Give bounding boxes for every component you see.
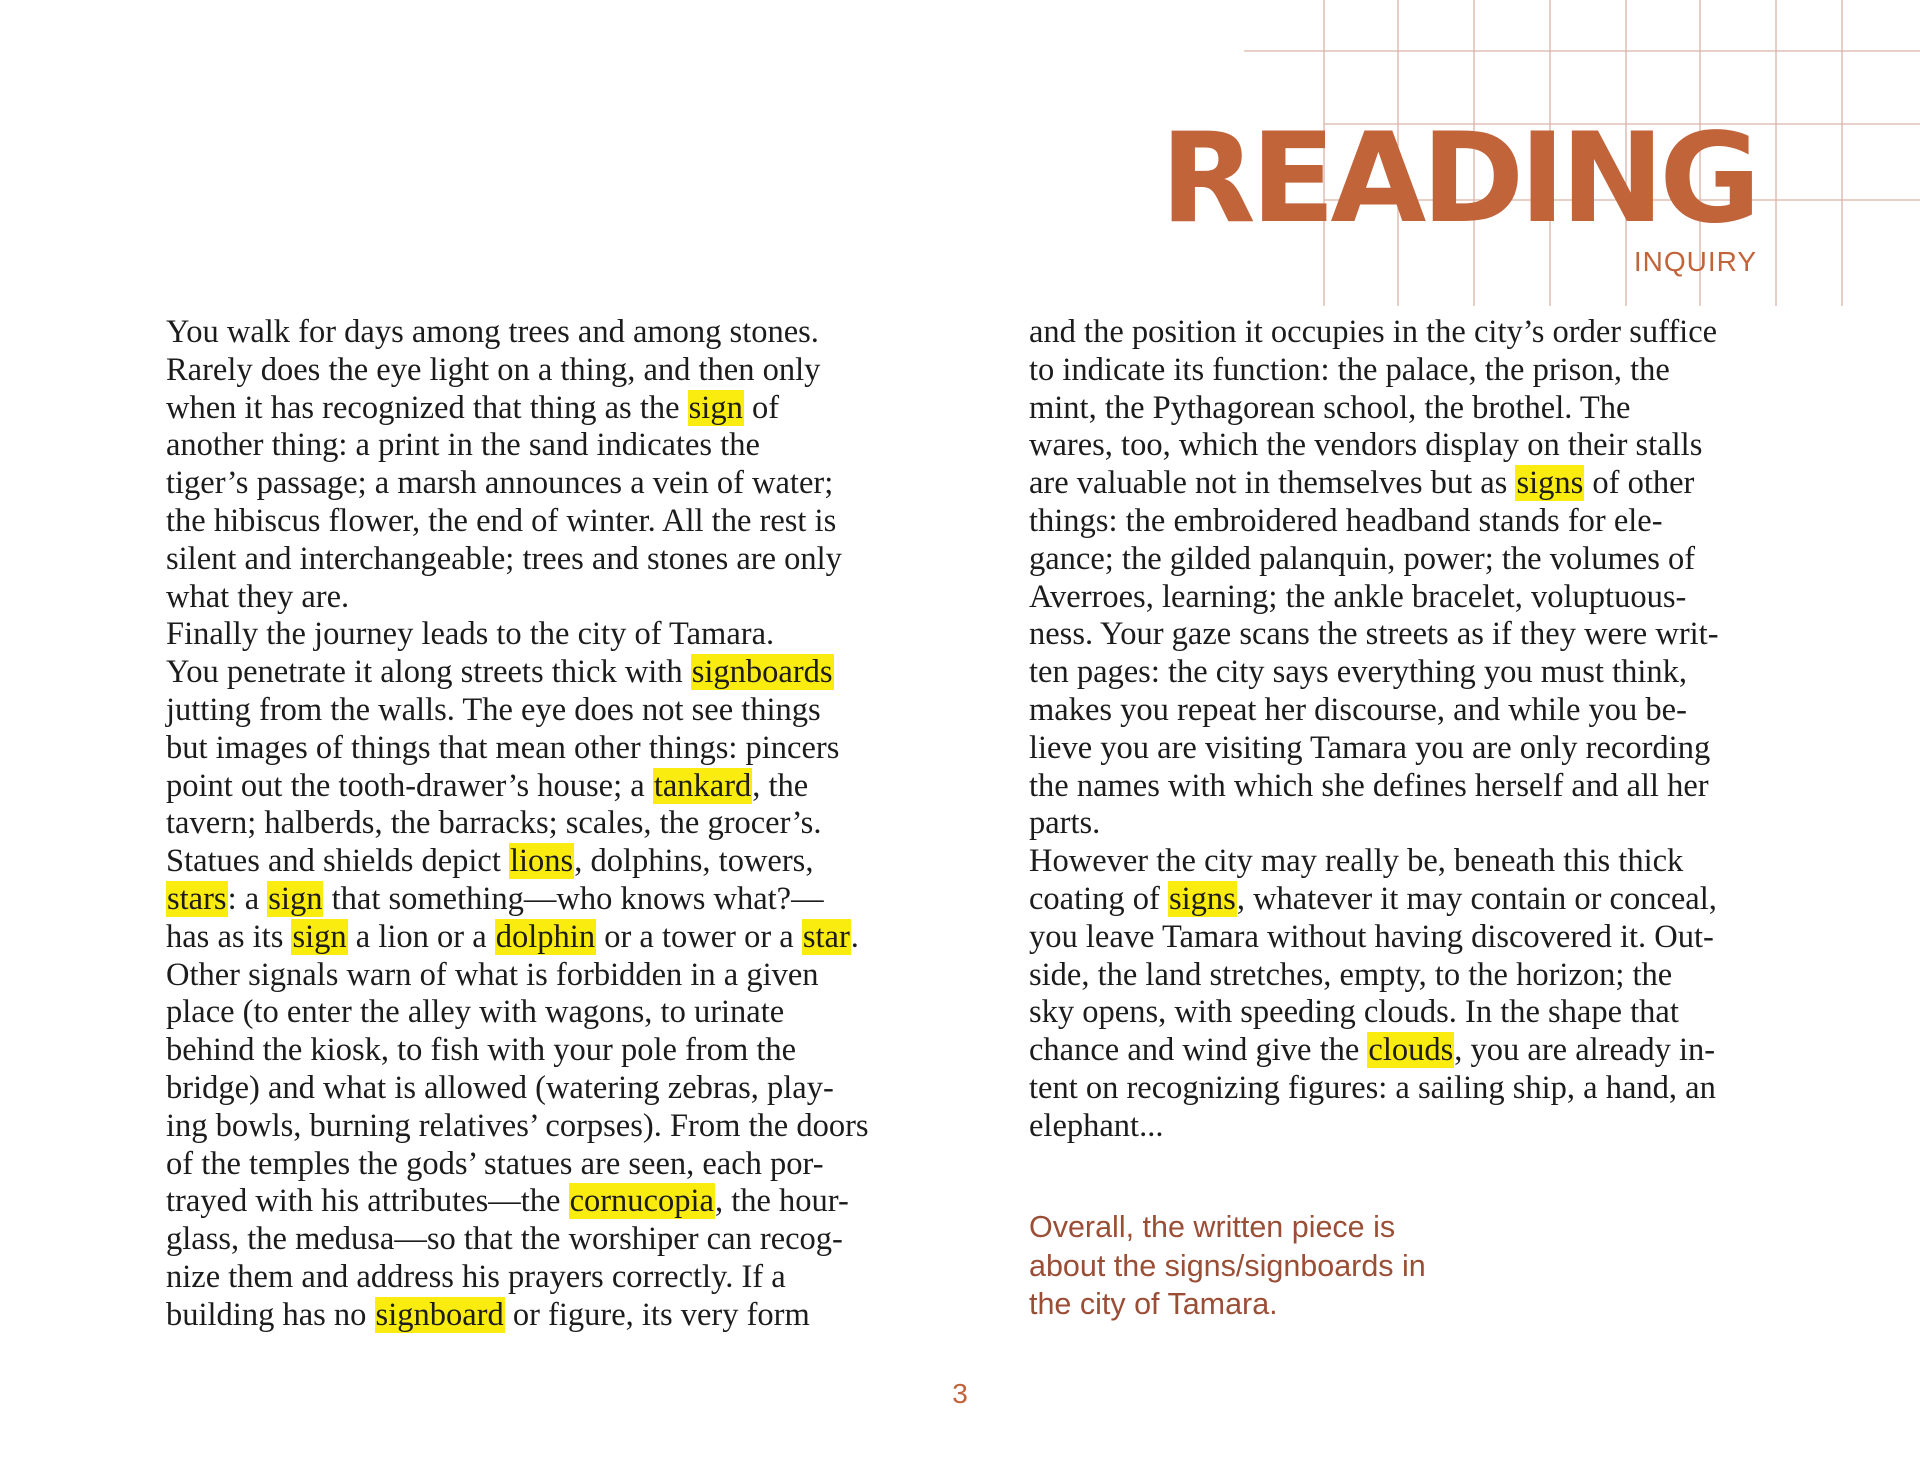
text-segment: but images of things that mean other things: pincers xyxy=(166,729,840,766)
text-segment: lieve you are visiting Tamara you are only recording xyxy=(1029,729,1711,766)
text-segment: elephant... xyxy=(1029,1107,1164,1144)
right-text-column xyxy=(1029,314,1719,1146)
text-segment: of xyxy=(743,389,780,426)
text-segment: things: the embroidered headband stands for ele- xyxy=(1029,502,1663,539)
highlighted-term: sign xyxy=(688,389,743,426)
text-segment: you leave Tamara without having discovered it. Out- xyxy=(1029,918,1714,955)
text-segment: parts. xyxy=(1029,805,1101,842)
text-segment: makes you repeat her discourse, and while you be- xyxy=(1029,691,1687,728)
text-line xyxy=(166,1146,869,1184)
text-line xyxy=(166,843,869,881)
text-line xyxy=(166,1070,869,1108)
text-segment: point out the tooth-drawer’s house; a xyxy=(166,767,653,804)
text-segment: , the xyxy=(752,767,809,804)
text-segment: : a xyxy=(227,880,268,917)
highlighted-term: lions xyxy=(510,843,574,880)
text-segment: tent on recognizing figures: a sailing ship, a hand, an xyxy=(1029,1069,1716,1106)
highlighted-term: star xyxy=(802,918,850,955)
highlighted-term: signs xyxy=(1516,465,1584,502)
text-line xyxy=(1029,1108,1719,1146)
text-line xyxy=(1029,919,1719,957)
text-segment: Finally the journey leads to the city of Tamara. xyxy=(166,616,775,653)
text-line xyxy=(166,692,869,730)
text-line xyxy=(1029,768,1719,806)
text-segment: what they are. xyxy=(166,578,350,615)
text-line xyxy=(1029,503,1719,541)
highlighted-term: stars xyxy=(167,880,227,917)
text-line xyxy=(1029,579,1719,617)
summary-line: the city of Tamara. xyxy=(1029,1287,1278,1321)
text-line xyxy=(1029,541,1719,579)
text-line xyxy=(1029,314,1719,352)
highlighted-term: signboards xyxy=(691,654,833,691)
text-line xyxy=(166,1032,869,1070)
text-segment: Averroes, learning; the ankle bracelet, voluptuous- xyxy=(1029,578,1687,615)
text-segment: jutting from the walls. The eye does not see things xyxy=(166,691,821,728)
text-segment: or figure, its very form xyxy=(504,1296,810,1333)
text-line xyxy=(166,314,869,352)
text-segment: , whatever it may contain or conceal, xyxy=(1236,880,1717,917)
text-segment: ing bowls, burning relatives’ corpses). From the doors xyxy=(166,1107,869,1144)
text-line xyxy=(1029,465,1719,503)
text-line xyxy=(1029,957,1719,995)
summary-line: about the signs/signboards in xyxy=(1029,1248,1426,1283)
text-segment: . xyxy=(850,918,859,955)
text-segment: mint, the Pythagorean school, the brothel. The xyxy=(1029,389,1631,426)
text-segment: wares, too, which the vendors display on their stalls xyxy=(1029,427,1703,464)
text-line xyxy=(1029,843,1719,881)
text-line xyxy=(1029,616,1719,654)
text-line xyxy=(166,541,869,579)
text-segment: You walk for days among trees and among stones. xyxy=(166,314,819,350)
text-segment: tiger’s passage; a marsh announces a vein of water; xyxy=(166,465,834,502)
text-segment: , you are already in- xyxy=(1454,1032,1716,1069)
text-segment: glass, the medusa—so that the worshiper can recog- xyxy=(166,1221,843,1258)
text-segment: trayed with his attributes—the xyxy=(166,1183,569,1220)
text-line xyxy=(166,427,869,465)
highlighted-term: signboard xyxy=(375,1296,504,1333)
text-segment: chance and wind give the xyxy=(1029,1032,1368,1069)
text-segment: to indicate its function: the palace, the prison, the xyxy=(1029,351,1670,388)
text-segment: another thing: a print in the sand indicates the xyxy=(166,427,760,464)
text-line xyxy=(1029,390,1719,428)
highlighted-term: clouds xyxy=(1368,1032,1454,1069)
text-line xyxy=(166,1108,869,1146)
text-segment: bridge) and what is allowed (watering zebras, play- xyxy=(166,1069,834,1106)
summary-line: Overall, the written piece is xyxy=(1029,1210,1396,1244)
text-segment: the hibiscus flower, the end of winter. All the rest is xyxy=(166,502,837,539)
text-segment: sky opens, with speeding clouds. In the shape that xyxy=(1029,994,1679,1031)
text-line xyxy=(166,1183,869,1221)
text-segment: of the temples the gods’ statues are seen, each por- xyxy=(166,1145,824,1182)
text-line xyxy=(1029,352,1719,390)
text-segment: coating of xyxy=(1029,880,1168,917)
text-segment: a lion or a xyxy=(347,918,495,955)
text-line xyxy=(166,957,869,995)
text-segment: behind the kiosk, to fish with your pole from the xyxy=(166,1032,797,1069)
text-segment: nize them and address his prayers correctly. If a xyxy=(166,1258,786,1295)
text-line xyxy=(1029,1032,1719,1070)
text-segment: side, the land stretches, empty, to the horizon; the xyxy=(1029,956,1673,993)
text-line xyxy=(166,1297,869,1335)
text-line xyxy=(1029,692,1719,730)
text-line xyxy=(1029,654,1719,692)
highlighted-term: tankard xyxy=(653,767,752,804)
text-line xyxy=(1029,730,1719,768)
text-line xyxy=(166,919,869,957)
text-line xyxy=(166,352,869,390)
text-line xyxy=(1029,805,1719,843)
text-segment: , dolphins, towers, xyxy=(574,843,814,880)
text-line xyxy=(166,654,869,692)
text-segment: has as its xyxy=(166,918,292,955)
text-segment: building has no xyxy=(166,1296,375,1333)
page-subtitle: INQUIRY xyxy=(1633,246,1757,277)
text-segment: place (to enter the alley with wagons, to urinate xyxy=(166,994,785,1031)
text-line xyxy=(166,805,869,843)
summary-text xyxy=(1029,1208,1426,1324)
text-segment: ness. Your gaze scans the streets as if they were writ- xyxy=(1029,616,1719,653)
text-segment: the names with which she defines herself and all her xyxy=(1029,767,1709,804)
text-segment: when it has recognized that thing as the xyxy=(166,389,688,426)
page-number: 3 xyxy=(952,1378,968,1409)
text-line xyxy=(1029,427,1719,465)
text-line xyxy=(1029,1070,1719,1108)
highlighted-term: sign xyxy=(292,918,347,955)
text-segment: gance; the gilded palanquin, power; the volumes of xyxy=(1029,540,1696,577)
text-line xyxy=(166,616,869,654)
text-line xyxy=(166,994,869,1032)
text-segment: You penetrate it along streets thick with xyxy=(166,654,691,691)
text-line xyxy=(166,579,869,617)
highlighted-term: signs xyxy=(1168,880,1236,917)
text-segment: , the hour- xyxy=(714,1183,849,1220)
highlighted-term: cornucopia xyxy=(569,1183,714,1220)
text-segment: and the position it occupies in the city’s order suffice xyxy=(1029,314,1718,350)
text-segment: Rarely does the eye light on a thing, and then only xyxy=(166,351,821,388)
highlighted-term: sign xyxy=(268,880,323,917)
highlighted-term: dolphin xyxy=(495,918,596,955)
text-line xyxy=(166,881,869,919)
text-segment: that something—who knows what?— xyxy=(323,880,824,917)
left-text-column xyxy=(166,314,869,1335)
text-line xyxy=(166,1259,869,1297)
text-line xyxy=(1029,994,1719,1032)
text-segment: ten pages: the city says everything you must think, xyxy=(1029,654,1688,691)
text-segment: tavern; halberds, the barracks; scales, the grocer’s. xyxy=(166,805,822,842)
text-line xyxy=(166,503,869,541)
text-line xyxy=(166,768,869,806)
text-line xyxy=(166,1221,869,1259)
text-line xyxy=(1029,881,1719,919)
text-line xyxy=(166,465,869,503)
text-line xyxy=(166,730,869,768)
text-segment: of other xyxy=(1584,465,1695,502)
text-segment: However the city may really be, beneath this thick xyxy=(1029,843,1684,880)
text-line xyxy=(166,390,869,428)
text-segment: Other signals warn of what is forbidden in a given xyxy=(166,956,819,993)
text-segment: or a tower or a xyxy=(596,918,802,955)
text-segment: silent and interchangeable; trees and stones are only xyxy=(166,540,842,577)
text-segment: Statues and shields depict xyxy=(166,843,509,880)
page-title: READING xyxy=(1160,107,1756,251)
text-segment: are valuable not in themselves but as xyxy=(1029,465,1516,502)
